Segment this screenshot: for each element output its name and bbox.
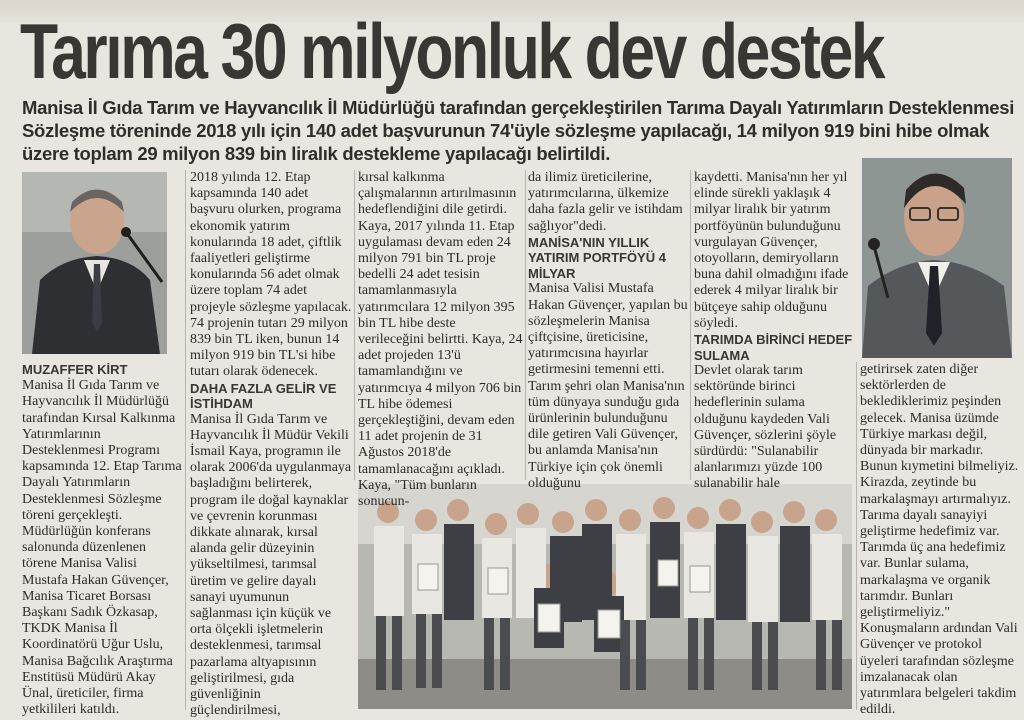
column-rule: [525, 170, 526, 480]
column-rule: [185, 170, 186, 710]
article-column-4: [528, 170, 688, 492]
article-column-6: [860, 362, 1020, 718]
subheading: DAHA FAZLA GELİR VE İSTİHDAM: [190, 380, 337, 412]
column-text: 2018 yılında 12. Etap kapsamında 140 adet başvuru olurken, programa ekonomik yatırım konularında 18 adet, çiftlik faaliyetleri geliştirme konularında 56 adet olmak üzere toplam 74 adet projeyle sözleşme yapılacak. 74 projenin tutarı 29 milyon 839 bin TL iken, bunun 14 milyon 919 bin TL'si hibe tutarı olarak ödenecek.: [190, 170, 352, 380]
headline: Tarıma 30 milyonluk dev destek: [20, 7, 884, 95]
group-photo: [358, 484, 852, 709]
article-column-1: [22, 362, 182, 718]
subheading: TARIMDA BİRİNCİ HEDEF SULAMA: [694, 332, 853, 363]
column-rule: [354, 170, 355, 480]
article-column-2: [190, 170, 352, 720]
column-text: Manisa İl Gıda Tarım ve Hayvancılık İl Müdürlüğü tarafından Kırsal Kalkınma Yatırımlarının Desteklenmesi Programı kapsamında 12. Etap Tarıma Dayalı Yatırımların Desteklenmesi Sözleşme töreni gerçekleşti. Müdürlüğün konferans salonunda düzenlenen törene Manisa Valisi Mustafa Hakan Güvençer, Manisa Ticaret Borsası Başkanı Sadık Özkasap, TKDK Manisa İl Koordinatörü Uğur Uslu, Manisa Bağcılık Araştırma Enstitüsü Müdürü Akay Ünal, üreticiler, firma yetkilileri katıldı.: [22, 378, 182, 718]
column-rule: [856, 362, 857, 710]
lead-paragraph: Manisa İl Gıda Tarım ve Hayvancılık İl Müdürlüğü tarafından gerçekleştirilen Tarıma Dayalı Yatırımların Desteklenmesi Sözleşme töreninde 2018 yılı için 140 adet başvurunun 74'üyle sözleşme yapılacağı, 14 milyon 919 bini hibe olmak üzere toplam 29 milyon 839 bin liralık destekleme yapılacağı belirtildi.: [22, 97, 1015, 164]
column-text: Manisa Valisi Mustafa Hakan Güvençer, yapılan bu sözleşmelerin Manisa çiftçisine, üreticisine, yatırımcısına hayırlar getirmesini temenni etti. Tarım şehri olan Manisa'nın tüm dünyaya sunduğu gıda ürünlerinin bulunduğunu dile getiren Vali Güvençer, bu anlamda Manisa'nın Türkiye için çok önemli olduğunu: [528, 281, 688, 491]
speaker-photo-left: [22, 172, 167, 354]
column-text: kaydetti. Manisa'nın her yıl elinde sürekli yaklaşık 4 milyar liralık bir yatırım portföyünün bulunduğunu vurgulayan Güvençer, otoyolların, demiryolların buna dahil olmadığını ifade ederek 4 milyar liralık bir bütçeye sahip olduğunu söyledi.: [694, 170, 849, 331]
column-text: kırsal kalkınma çalışmalarının artırılmasının hedeflendiğini dile getirdi. Kaya, 2017 yılında 11. Etap uygulaması devam eden 24 milyon 791 bin TL proje bedelli 24 adet tesisin tamamlanmasıyla yatırımcılara 12 milyon 395 bin TL hibe deste verileceğini belirtti. Kaya, 24 adet projeden 13'ü tamamlandığını ve yatırımcıya 4 milyon 706 bin TL hibe ödemesi gerçekleştiğini, devam eden 11 adet projenin de 31 Ağustos 2018'de tamamlanacağını açıkladı. Kaya, "Tüm bunların sonucun-: [358, 170, 523, 510]
byline: MUZAFFER KİRT: [22, 362, 128, 377]
column-text: Manisa İl Gıda Tarım ve Hayvancılık İl Müdür Vekili İsmail Kaya, programın ile olarak 2006'da uygulanmaya başladığını belirterek, program ile doğal kaynaklar ve çevrenin korunması dikkate alınarak, kırsal alanda gelir düzeyinin yükseltilmesi, tarımsal üretim ve gelire dayalı sanayi uyumunun sağlanması için küçük ve orta ölçekli işletmelerin desteklenmesi, tarımsal pazarlama altyapısının geliştirilmesi, gıda güvenliğinin güçlendirilmesi,: [190, 411, 352, 719]
article-column-5: [694, 170, 854, 493]
article-column-3: [358, 170, 523, 510]
column-text: getirirsek zaten diğer sektörlerden de beklediklerimiz peşinden gelecek. Manisa üzümde Türkiye markası değil, dünyada bir markadır. Bunun kıymetini bilmeliyiz. Kirazda, zeytinde bu markalaşmayı artırmalıyız. Tarıma dayalı sanayiyi geliştirme hedefimiz var. Tarımda üç ana hedefimiz var. Bunlar sulama, markalaşma ve organik tarımdır. Bunları geliştirmeliyiz." Konuşmaların ardından Vali Güvençer ve protokol üyeleri tarafından sözleşme imzalanacak olan yatırımlara belgeleri takdim edildi.: [860, 362, 1019, 718]
column-text: da ilimiz üreticilerine, yatırımcılarına, ülkemize daha fazla gelir ve istihdam sağlıyor"dedi.: [528, 170, 683, 234]
column-text: Devlet olarak tarım sektöründe birinci hedeflerinin sulama olduğunu kaydeden Vali Güvençer, sözlerini şöyle sürdürdü: "Sulanabilir alanlarımızı yüzde 100 sulanabilir hale: [694, 363, 837, 492]
subheading: MANİSA'NIN YILLIK YATIRIM PORTFÖYÜ 4 MİLYAR: [528, 234, 666, 281]
column-rule: [690, 170, 691, 480]
speaker-photo-right: [862, 158, 1012, 358]
